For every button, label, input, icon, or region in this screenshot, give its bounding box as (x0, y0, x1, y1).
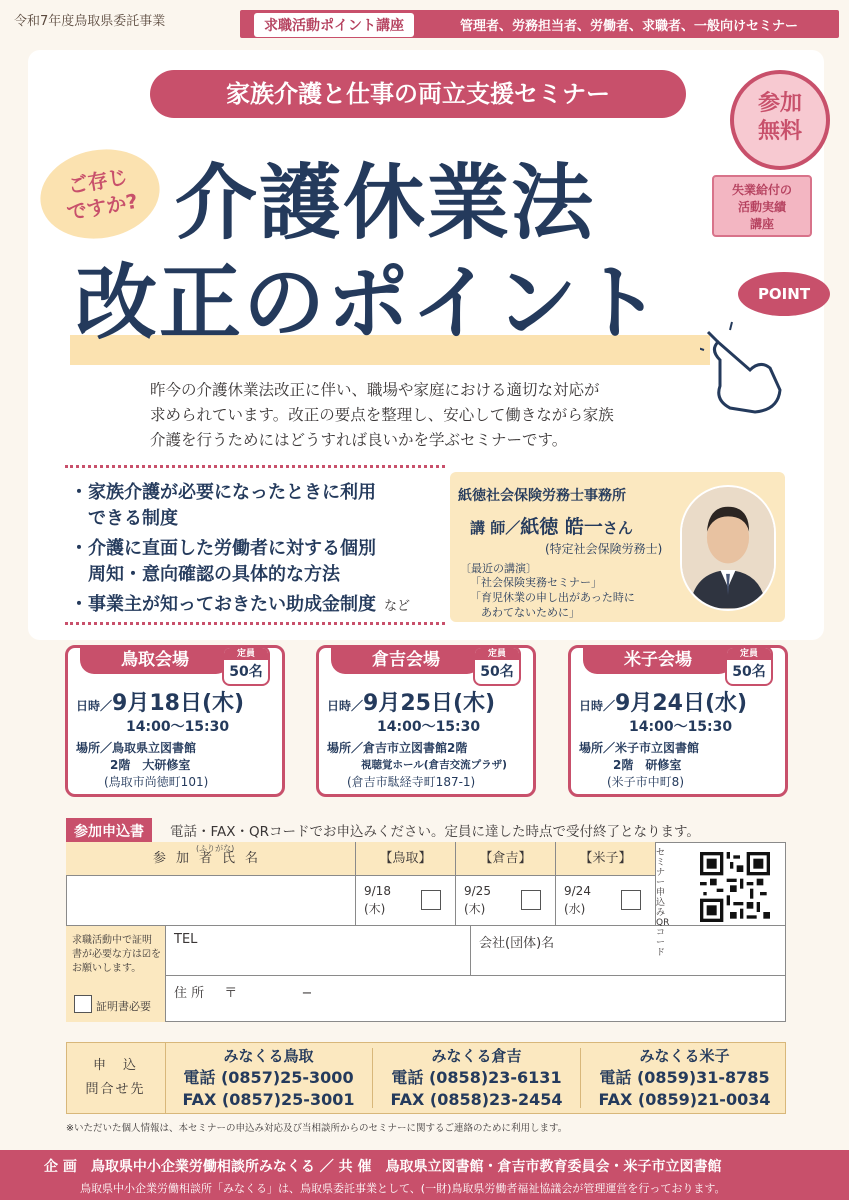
date-dow: (木) (201, 691, 245, 716)
place-label: 場所／ (579, 741, 616, 755)
lecturer-name (470, 512, 633, 539)
org-label: 会社(団体)名 (479, 936, 555, 951)
capacity-label: 定員 (727, 648, 771, 660)
venue-card-tottori (65, 645, 285, 797)
location-option-yonago[interactable] (556, 876, 656, 926)
option-date: 9/24 (564, 884, 591, 898)
date-dow: (木) (452, 691, 496, 716)
location-option-tottori[interactable] (356, 876, 456, 926)
lecturer-office: 紙徳社会保険労務士事務所 (458, 488, 626, 504)
contact-divider (580, 1048, 581, 1108)
tel-field[interactable] (166, 926, 471, 976)
free-tag-line3: 講座 (749, 217, 774, 231)
date-value: 9月24日 (615, 691, 705, 716)
recent-talk: 「社会保険実務セミナー」 (470, 576, 602, 589)
intro-text (150, 378, 710, 453)
option-date: 9/18 (364, 884, 391, 898)
free-line1: 参加 (757, 91, 802, 116)
contacts-heading2: 問合せ先 (85, 1082, 146, 1097)
venue-date (579, 686, 747, 717)
topics-divider-bottom (65, 622, 445, 625)
target-audience: 管理者、労務担当者、労働者、求職者、一般向けセミナー (460, 19, 799, 34)
capacity-label: 定員 (475, 648, 519, 660)
capacity-badge (473, 646, 521, 686)
form-heading: 参加申込書 (66, 818, 152, 844)
date-label: 日時／ (76, 699, 113, 713)
lecturer-role: 講 師／ (470, 519, 521, 537)
lecturer-suffix: さん (602, 519, 633, 537)
topic-text: ・事業主が知っておきたい助成金制度 (70, 594, 376, 615)
certificate-label: 証明書必要 (96, 1000, 151, 1013)
place-line2: 視聴覚ホール(倉吉交流プラザ) (361, 759, 507, 771)
place-line2: 2階 大研修室 (110, 758, 191, 772)
option-dow: (木) (364, 902, 386, 916)
location-header-tottori: 【鳥取】 (356, 842, 456, 876)
free-tag-line1: 失業給付の (731, 183, 792, 197)
intro-line2: 求められています。改正の要点を整理し、安心して働きながら家族 (150, 406, 614, 424)
location-header-kurayoshi: 【倉吉】 (456, 842, 556, 876)
seminar-title: 家族介護と仕事の両立支援セミナー (150, 70, 686, 118)
qr-code-icon[interactable] (700, 852, 770, 922)
contact-tottori (166, 1045, 371, 1113)
capacity-value: 50名 (732, 664, 766, 680)
place-line1: 倉吉市立図書館2階 (363, 741, 468, 755)
capacity-value: 50名 (229, 664, 263, 680)
topics-etc: など (384, 599, 411, 614)
recent-talk: あわてないために」 (470, 606, 580, 619)
location-option-kurayoshi[interactable] (456, 876, 556, 926)
privacy-note: ※いただいた個人情報は、本セミナーの申込み対応及び当相談所からのセミナーに関するご連絡のために利用します。 (66, 1123, 568, 1134)
date-dow: (水) (704, 691, 748, 716)
date-value: 9月25日 (363, 691, 453, 716)
tottori-checkbox[interactable] (421, 890, 441, 910)
capacity-badge (222, 646, 270, 686)
option-dow: (木) (464, 902, 486, 916)
furigana-label: (ふりがな) (196, 844, 235, 853)
contacts-heading1: 申 込 (92, 1058, 138, 1073)
main-title-line1: 介護休業法 (175, 156, 596, 251)
lecturer-photo (680, 485, 776, 611)
venue-place (76, 740, 281, 791)
contacts-heading (66, 1042, 166, 1114)
venue-time: 14:00〜15:30 (377, 719, 481, 735)
venue-place (579, 740, 784, 791)
main-title-line2: 改正のポイント (75, 256, 664, 351)
address-field[interactable] (166, 976, 786, 1022)
certificate-note: 求職活動中で証明書が必要な方は☑をお願いします。 (66, 926, 166, 1022)
lecturer-fullname: 紙徳 皓一 (520, 516, 603, 538)
postal-mark: 〒 (224, 986, 238, 1001)
place-address: (米子市中町8) (607, 775, 684, 789)
date-value: 9月18日 (112, 691, 202, 716)
point-course-label: 求職活動ポイント講座 (254, 13, 414, 37)
topics-divider-top (65, 465, 445, 468)
venue-name: 米子会場 (583, 646, 733, 674)
contact-name: みなくる鳥取 (223, 1047, 314, 1065)
footer-operator-note: 鳥取県中小企業労働相談所「みなくる」は、鳥取県委託事業として、(一財)鳥取県労働者福祉協議会が管理運営を行っております。 (80, 1182, 726, 1195)
topic-item: ・介護に直面した労働者に対する個別 周知・意向確認の具体的な方法 (70, 538, 376, 585)
date-label: 日時／ (327, 699, 364, 713)
address-label: 住 所 (174, 986, 205, 1001)
venue-card-yonago (568, 645, 788, 797)
place-line2: 2階 研修室 (613, 758, 682, 772)
contact-name: みなくる米子 (639, 1047, 730, 1065)
free-tag-line2: 活動実績 (737, 200, 786, 214)
point-bubble: POINT (738, 272, 830, 316)
venue-name: 倉吉会場 (331, 646, 481, 674)
yonago-checkbox[interactable] (621, 890, 641, 910)
free-badge (730, 70, 830, 170)
lecturer-recent-heading: 〔最近の講演〕 (460, 562, 537, 575)
contact-kurayoshi (374, 1045, 579, 1113)
contact-fax: FAX (0857)25-3001 (182, 1090, 355, 1109)
venue-time: 14:00〜15:30 (629, 719, 733, 735)
location-header-yonago: 【米子】 (556, 842, 656, 876)
footer-organizers: 企 画 鳥取県中小企業労働相談所みなくる ／ 共 催 鳥取県立図書館・倉吉市教育委員会・米子市立図書館 (44, 1159, 722, 1175)
place-address: (鳥取市尚徳町101) (104, 775, 209, 789)
contact-tel[interactable]: 電話 (0858)23-6131 (391, 1068, 562, 1087)
contact-fax: FAX (0859)21-0034 (598, 1090, 771, 1109)
kurayoshi-checkbox[interactable] (521, 890, 541, 910)
bubble-line1: ご存じ (66, 164, 130, 199)
free-line2: 無料 (757, 119, 802, 144)
organization-field[interactable] (471, 926, 786, 976)
option-dow: (水) (564, 902, 586, 916)
bubble-line2: ですか? (64, 188, 140, 225)
participant-name-field[interactable] (66, 876, 356, 926)
topic-item (70, 592, 450, 620)
venue-date (327, 686, 495, 717)
place-line1: 鳥取県立図書館 (112, 741, 197, 755)
capacity-value: 50名 (480, 664, 514, 680)
postal-dash: − (301, 986, 313, 1001)
contact-name: みなくる倉吉 (431, 1047, 522, 1065)
name-header-label: 参加者氏名 (152, 851, 268, 866)
venue-place (327, 740, 532, 791)
venue-card-kurayoshi (316, 645, 536, 797)
date-label: 日時／ (579, 699, 616, 713)
option-date: 9/25 (464, 884, 491, 898)
venue-time: 14:00〜15:30 (126, 719, 230, 735)
contact-tel[interactable]: 電話 (0859)31-8785 (599, 1068, 770, 1087)
name-header (66, 842, 356, 876)
place-address: (倉吉市駄経寺町187-1) (347, 775, 476, 789)
activity-record-tag (712, 175, 812, 237)
qr-label: セミナー申込みQRコード (656, 848, 670, 958)
certificate-checkbox[interactable] (74, 995, 92, 1013)
tel-label: TEL (174, 932, 198, 947)
venue-name: 鳥取会場 (80, 646, 230, 674)
topics-list (70, 480, 450, 624)
capacity-label: 定員 (224, 648, 268, 660)
capacity-badge (725, 646, 773, 686)
place-label: 場所／ (76, 741, 113, 755)
contact-divider (372, 1048, 373, 1108)
topic-item: ・家族介護が必要になったときに利用 できる制度 (70, 482, 376, 529)
intro-line1: 昨今の介護休業法改正に伴い、職場や家庭における適切な対応が (150, 381, 600, 399)
form-note: 電話・FAX・QRコードでお申込みください。定員に達した時点で受付終了となります。 (170, 824, 700, 840)
recent-talk: 「育児休業の申し出があった時に (470, 591, 635, 604)
lecturer-title: (特定社会保険労務士) (545, 542, 663, 556)
lecturer-recent-list (470, 575, 670, 620)
contact-tel[interactable]: 電話 (0857)25-3000 (183, 1068, 354, 1087)
contact-fax: FAX (0858)23-2454 (390, 1090, 563, 1109)
intro-line3: 介護を行うためにはどうすれば良いかを学ぶセミナーです。 (150, 431, 568, 449)
pointing-hand-icon (700, 320, 790, 420)
contact-yonago (582, 1045, 787, 1113)
place-label: 場所／ (327, 741, 364, 755)
venue-date (76, 686, 244, 717)
fiscal-label: 令和7年度鳥取県委託事業 (14, 14, 166, 29)
place-line1: 米子市立図書館 (615, 741, 700, 755)
